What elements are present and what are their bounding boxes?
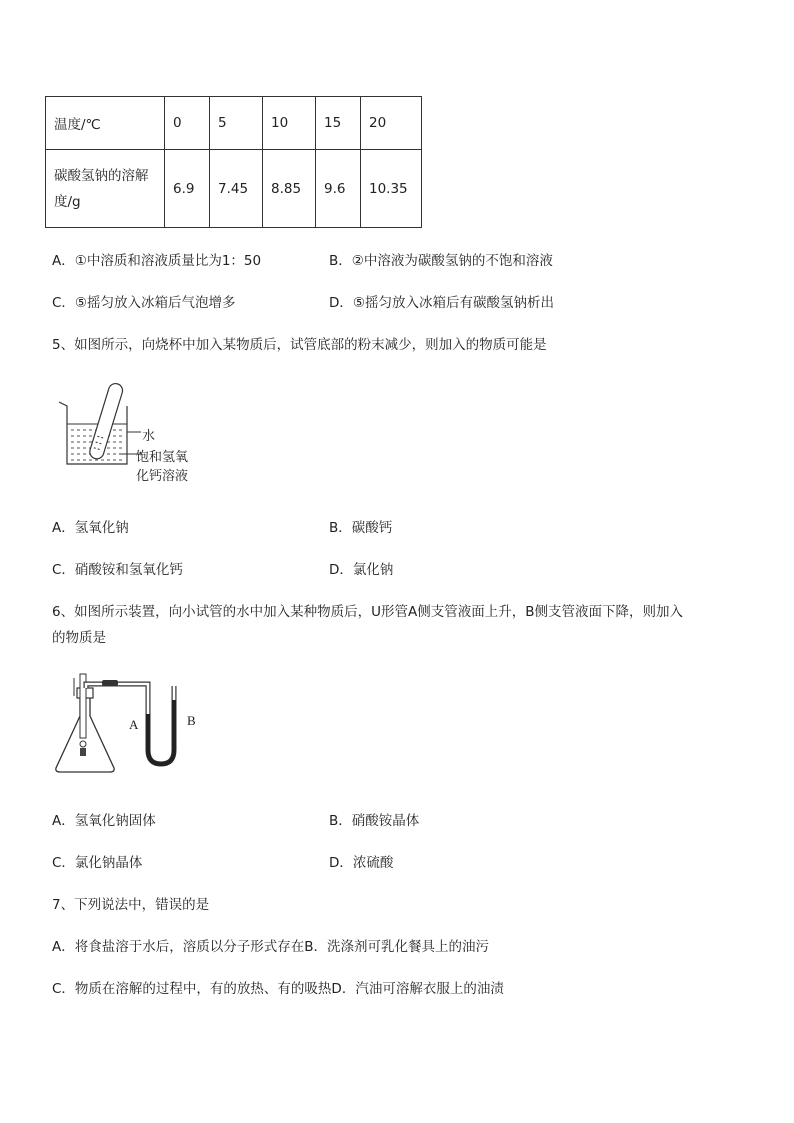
q5-stem: 5、如图所示，向烧杯中加入某物质后，试管底部的粉末减少，则加入的物质可能是 bbox=[52, 337, 547, 353]
solubility-table bbox=[45, 96, 422, 228]
table-cell: 5 bbox=[210, 97, 263, 150]
flask-u-tube-figure bbox=[50, 672, 200, 776]
table-cell: 8.85 bbox=[263, 150, 316, 228]
table-cell bbox=[46, 150, 165, 228]
table-cell: 10 bbox=[263, 97, 316, 150]
q6-option-b: B．硝酸铵晶体 bbox=[329, 813, 420, 829]
table-row bbox=[46, 150, 422, 228]
table-cell: 20 bbox=[361, 97, 422, 150]
q4-option-a: A．①中溶质和溶液质量比为1：50 bbox=[52, 253, 262, 269]
q7-options-line2: C．物质在溶解的过程中，有的放热、有的吸热D．汽油可溶解衣服上的油渍 bbox=[52, 981, 504, 997]
table-cell: 温度/℃ bbox=[46, 97, 165, 150]
table-cell: 0 bbox=[165, 97, 210, 150]
label-a: A bbox=[129, 717, 139, 732]
q6-option-a: A．氢氧化钠固体 bbox=[52, 813, 156, 829]
q6-option-d: D．浓硫酸 bbox=[329, 855, 394, 871]
table-cell: 15 bbox=[316, 97, 361, 150]
q7-options-line1: A．将食盐溶于水后，溶质以分子形式存在B．洗涤剂可乳化餐具上的油污 bbox=[52, 939, 489, 955]
q7-stem: 7、下列说法中，错误的是 bbox=[52, 897, 210, 913]
row-label: 碳酸氢钠的溶解度/g bbox=[54, 167, 149, 210]
table-cell: 10.35 bbox=[361, 150, 422, 228]
q6-option-c: C．氯化钠晶体 bbox=[52, 855, 143, 871]
q6-stem-line1: 6、如图所示装置，向小试管的水中加入某种物质后，U形管A侧支管液面上升，B侧支管液面下降，则加入 bbox=[52, 604, 683, 620]
label-water: 水 bbox=[142, 429, 156, 444]
q5-option-b: B．碳酸钙 bbox=[329, 520, 393, 536]
label-b: B bbox=[187, 713, 196, 728]
q5-option-c: C．硝酸铵和氢氧化钙 bbox=[52, 562, 183, 578]
q5-option-d: D．氯化钠 bbox=[329, 562, 394, 578]
q6-stem-line2: 的物质是 bbox=[52, 630, 106, 646]
q4-option-b: B．②中溶液为碳酸氢钠的不饱和溶液 bbox=[329, 253, 553, 269]
table-cell: 7.45 bbox=[210, 150, 263, 228]
label-saturated-2: 化钙溶液 bbox=[136, 469, 189, 484]
table-cell: 6.9 bbox=[165, 150, 210, 228]
beaker-test-tube-figure bbox=[55, 380, 145, 472]
table-row bbox=[46, 97, 422, 150]
table-cell: 9.6 bbox=[316, 150, 361, 228]
q4-option-d: D．⑤摇匀放入冰箱后有碳酸氢钠析出 bbox=[329, 295, 554, 311]
label-saturated-1: 饱和氢氧 bbox=[136, 450, 189, 465]
q5-option-a: A．氢氧化钠 bbox=[52, 520, 129, 536]
q4-option-c: C．⑤摇匀放入冰箱后气泡增多 bbox=[52, 295, 236, 311]
